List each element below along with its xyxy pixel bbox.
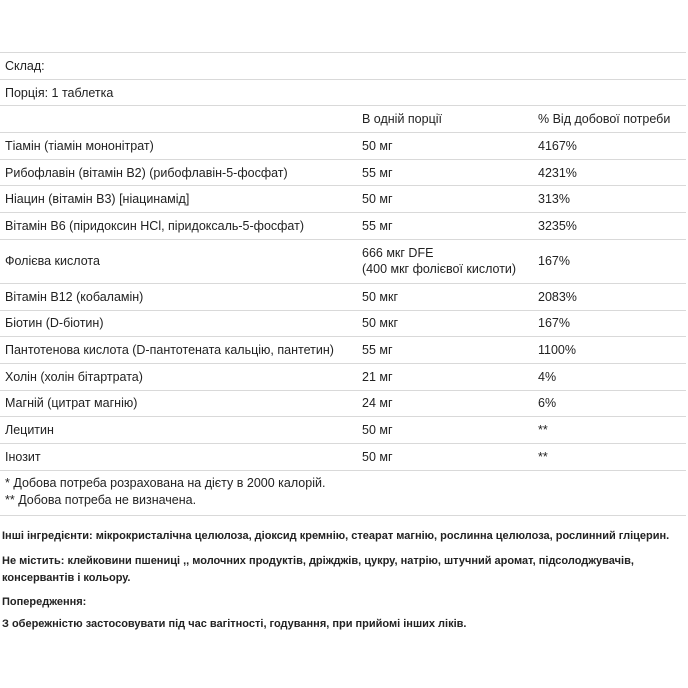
ingredient-name: Магній (цитрат магнію) <box>5 396 138 411</box>
ingredient-row <box>0 186 686 213</box>
ingredient-amount-block <box>357 245 534 277</box>
ingredient-name: Інозит <box>5 449 41 464</box>
warnings-text: З обережністю застосовувати під час вагітності, годування, при прийомі інших ліків. <box>2 618 467 630</box>
supplement-facts-table <box>0 52 686 516</box>
ingredient-dv: 4167% <box>538 138 577 153</box>
ingredient-dv: 4231% <box>538 165 577 180</box>
composition-label: Склад: <box>5 58 45 73</box>
ingredient-row <box>0 417 686 444</box>
ingredient-row <box>0 240 686 284</box>
ingredient-dv: 167% <box>538 254 570 269</box>
ingredient-name: Вітамін B12 (кобаламін) <box>5 289 144 304</box>
ingredient-row <box>0 133 686 160</box>
ingredient-amount: 666 мкг DFE <box>362 246 434 261</box>
ingredient-name: Біотин (D-біотин) <box>5 316 104 331</box>
ingredient-row <box>0 311 686 338</box>
ingredient-row <box>0 337 686 364</box>
ingredient-amount-detail: (400 мкг фолієвої кислоти) <box>362 262 517 277</box>
ingredient-amount: 24 мг <box>362 396 393 411</box>
composition-row <box>0 53 686 80</box>
ingredient-amount: 21 мг <box>362 369 393 384</box>
column-header-row <box>0 106 686 133</box>
ingredient-amount: 50 мкг <box>362 316 398 331</box>
ingredient-name: Вітамін B6 (піридоксин HCl, піридоксаль-5-фосфат) <box>5 218 304 233</box>
free-from-text: Не містить: клейковини пшениці ,, молочних продуктів, дріжджів, цукру, натрію, штучний аромат, підсолоджувачів, консервантів і кольору. <box>2 555 634 584</box>
ingredient-name: Рибофлавін (вітамін B2) (рибофлавін-5-фосфат) <box>5 165 288 180</box>
ingredient-dv: 6% <box>538 396 557 411</box>
ingredient-dv: 313% <box>538 192 570 207</box>
ingredient-row <box>0 160 686 187</box>
header-daily-value: % Від добової потреби <box>538 112 671 127</box>
ingredient-dv: ** <box>538 423 548 438</box>
ingredient-name: Тіамін (тіамін мононітрат) <box>5 138 154 153</box>
footnotes-row <box>0 471 686 516</box>
ingredient-dv: 1100% <box>538 343 576 358</box>
ingredient-name: Ніацин (вітамін B3) [ніацинамід] <box>5 192 190 207</box>
ingredient-dv: ** <box>538 449 548 464</box>
ingredient-dv: 3235% <box>538 218 577 233</box>
other-ingredients-text: Інші інгредієнти: мікрокристалічна целюлоза, діоксид кремнію, стеарат магнію, рослинна целюлоза, рослинний гліцерин. <box>2 530 670 542</box>
footnote-not-established: ** Добова потреба не визначена. <box>5 492 197 507</box>
ingredient-dv: 167% <box>538 316 570 331</box>
ingredient-row <box>0 213 686 240</box>
ingredient-amount: 55 мг <box>362 165 393 180</box>
ingredient-name: Фолієва кислота <box>5 254 100 269</box>
header-per-serving: В одній порції <box>362 112 442 127</box>
ingredient-name: Пантотенова кислота (D-пантотената кальцію, пантетин) <box>5 343 334 358</box>
serving-label: Порція: 1 таблетка <box>5 85 114 100</box>
ingredient-amount: 50 мг <box>362 138 393 153</box>
ingredient-dv: 2083% <box>538 289 577 304</box>
ingredient-amount: 55 мг <box>362 343 393 358</box>
ingredient-row <box>0 391 686 418</box>
ingredient-amount: 50 мг <box>362 449 393 464</box>
footnote-daily-value: * Добова потреба розрахована на дієту в 2000 калорій. <box>5 475 326 490</box>
ingredient-amount: 50 мг <box>362 192 393 207</box>
ingredient-dv: 4% <box>538 369 557 384</box>
serving-row <box>0 80 686 107</box>
ingredient-row <box>0 364 686 391</box>
ingredient-amount: 50 мкг <box>362 289 398 304</box>
ingredient-row <box>0 284 686 311</box>
ingredient-amount: 50 мг <box>362 423 393 438</box>
warnings-title: Попередження: <box>2 596 87 608</box>
ingredient-amount: 55 мг <box>362 218 393 233</box>
ingredient-row <box>0 444 686 471</box>
ingredient-name: Лецитин <box>5 423 54 438</box>
ingredient-name: Холін (холін бітартрата) <box>5 369 143 384</box>
